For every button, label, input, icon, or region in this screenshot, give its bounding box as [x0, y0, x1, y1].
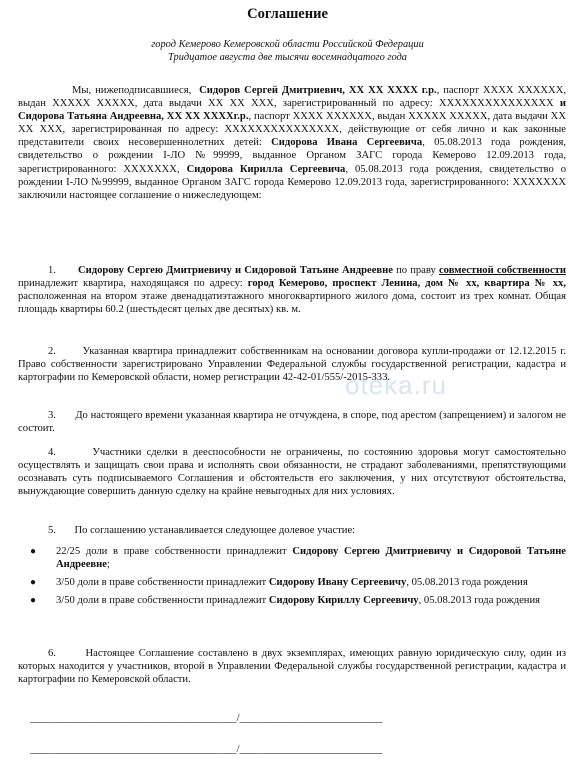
clause-text: По соглашению устанавливается следующее долевое участие: [74, 525, 356, 536]
shareholder-name: Сидорову Ивану Сергеевичу [268, 577, 407, 589]
watermark: oteka.ru [345, 370, 447, 400]
bullet: ● [30, 577, 37, 589]
clause-text: расположенная на втором этаже двенадцатиэтажного многоквартирного жилого дома, состоит из трех комнат. Общая площадь квартиры 60.2 (шестьдесят целых две десятых) кв. м. [18, 291, 566, 316]
preamble-text: , 05.08.2013 года рождения, свидетельство о рождении I-ЛО №99999, выданное Органом ЗАГС города Кемерово 12.09.2013 года, зарегистрированного: ХХХХХХХ, [18, 137, 566, 175]
clause-number: 5. [48, 525, 56, 536]
owner-names: Сидорову Сергею Дмитриевичу и Сидоровой Татьяне Андреевне [77, 265, 393, 276]
clause-6 [18, 647, 566, 686]
document-title: Соглашение [247, 6, 328, 22]
preamble-text: , паспорт ХХХХ ХХХХХХ, выдан ХХХХХ ХХХХХ, дата выдачи ХХ ХХ ХХХ, зарегистрированный по адресу: ХХХХХХХХХХХХХХХ [18, 85, 567, 110]
date-line: Тридцатое августа две тысячи восемнадцатого года [168, 51, 407, 63]
clause-text: Указанная квартира принадлежит собственникам на основании договора купли-продажи от 12.12.2015 г. Право собственности зарегистрировано Управлении Федеральной службы государственной регистрации, кадастра и картографии по Кемеровской области, номер регистрации 42-42-01/555/-2015-333. [18, 346, 566, 384]
clause-number: 2. [48, 346, 56, 357]
preamble-text: и [553, 98, 566, 110]
share-text: 3/50 доли в праве собственности принадлежит [56, 595, 269, 607]
place-and-date [0, 39, 575, 64]
shareholder-name: Сидорову Кириллу Сергеевичу [268, 595, 419, 607]
bullet: ● [30, 595, 37, 607]
clause-text: До настоящего времени указанная квартира не отчуждена, в споре, под арестом (запрещением) и залогом не состоит. [18, 410, 566, 435]
signature-line: _______________________________________/___________________________ [30, 744, 383, 755]
share-text: 22/25 доли в праве собственности принадлежит [56, 546, 293, 558]
share-text: 3/50 доли в праве собственности принадлежит [56, 577, 269, 589]
preamble-text: Мы, нижеподписавшиеся, [72, 85, 192, 96]
share-text: ; [106, 559, 110, 571]
bullet: ● [30, 546, 37, 558]
share-item [18, 576, 566, 589]
clause-number: 6. [48, 648, 56, 659]
place-line: город Кемерово Кемеровской области Российской Федерации [151, 39, 424, 50]
preamble-text: , 05.08.2013 года рождения, свидетельство о рождении I-ЛО №99999, выданное Органом ЗАГС города Кемерово 12.09.2013 года, зарегистрированного: ХХХХХХХ заключили настоящее соглашение о нижеследующем: [18, 163, 567, 201]
child-name: Сидорова Ивана Сергеевича [261, 137, 423, 149]
party-name: Сидоров Сергей Дмитриевич, ХХ ХХ ХХХХ г.р. [199, 85, 437, 96]
shares-list [18, 545, 566, 607]
clause-text: Участники сделки в дееспособности не ограничены, по состоянию здоровья могут самостоятельно осуществлять и защищать свои права и исполнять свои обязанности, не страдают заболеваниями, препятствующими осознавать суть подписываемого Соглашения и обстоятельств его заключения, у них отсутствуют обстоятельства, вынуждающие совершить данную сделку на крайне невыгодных для них условиях. [18, 447, 567, 498]
share-text: , 05.08.2013 года рождения [418, 595, 540, 607]
child-name: Сидорова Кирилла Сергеевича [179, 163, 346, 175]
share-item [18, 594, 566, 607]
clause-5 [18, 524, 566, 612]
share-text: , 05.08.2013 года рождения [406, 577, 528, 589]
clause-text: Настоящее Соглашение составлено в двух экземплярах, имеющих равную юридическую силу, один из которых находится у участников, второй в Управлении Федеральной службы государственной регистрации, кадастра и картографии по Кемеровской области. [18, 648, 566, 686]
clause-3 [18, 409, 566, 435]
clause-text: принадлежит квартира, находящаяся по адресу: [18, 278, 248, 290]
preamble-text: , паспорт ХХХХ ХХХХХХ, выдан ХХХХХ ХХХХХ, дата выдачи ХХ ХХ ХХХ, зарегистрированная по адресу: ХХХХХХХХХХХХХХХ, действующие от себя лично и как законные представители своих несовершеннолетних детей: [18, 111, 566, 149]
property-address: город Кемерово, проспект Ленина, дом № хх, квартира № хх, [247, 278, 567, 290]
clause-number: 4. [48, 447, 56, 458]
joint-ownership-term: совместной собственности [438, 265, 566, 276]
preamble-paragraph [18, 84, 566, 202]
clause-4 [18, 446, 566, 498]
clause-2 [18, 345, 566, 384]
signature-line-1 [30, 712, 560, 725]
clause-number: 1. [48, 265, 56, 276]
party-name: Сидорова Татьяна Андреевна, ХХ ХХ ХХХХг.р. [18, 111, 249, 123]
signature-line: _______________________________________/___________________________ [30, 713, 383, 724]
shareholder-name: Сидорову Сергею Дмитриевичу и Сидоровой Татьяне Андреевне [56, 546, 567, 571]
clause-number: 3. [48, 410, 56, 421]
signature-line-2 [30, 743, 560, 756]
clause-1 [18, 264, 566, 316]
share-item [18, 545, 566, 571]
clause-text: по праву [392, 265, 439, 276]
